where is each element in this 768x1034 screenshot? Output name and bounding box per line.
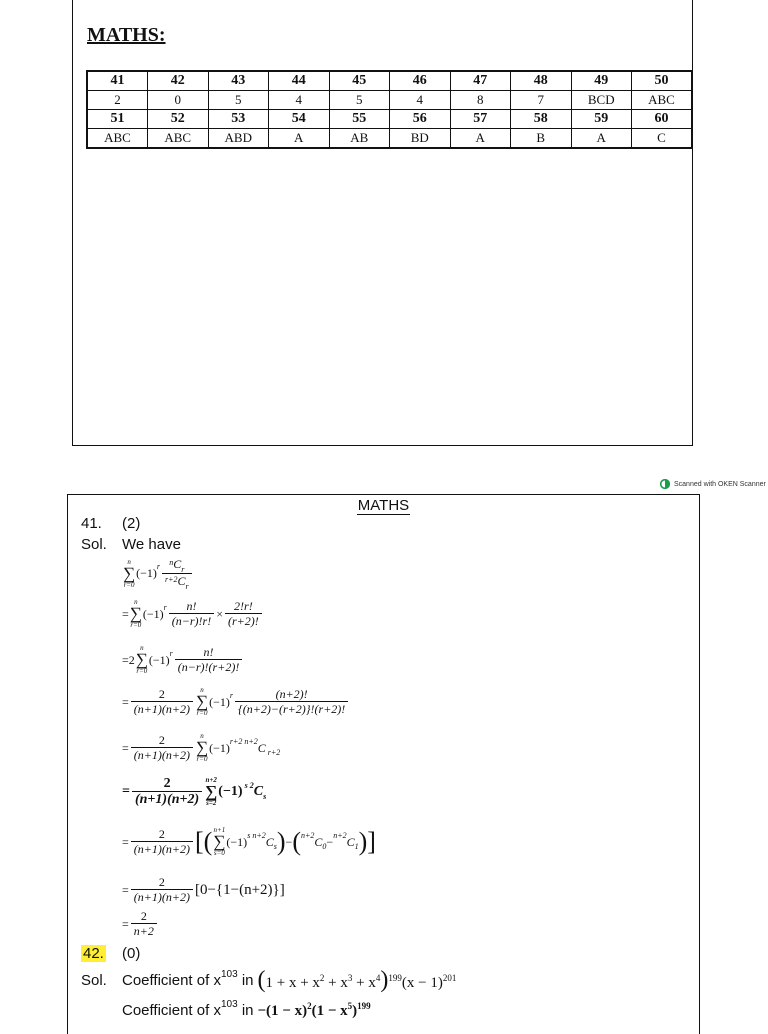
question-number-cell: 54 — [269, 110, 330, 129]
answer-key-page — [72, 0, 693, 446]
answer-cell: 0 — [148, 91, 209, 110]
q42-line1-expr: $(1 + x + x^2 + x^3 + x^4)^{199}(x - 1)^{201}$ — [257, 967, 457, 993]
answer-cell: AB — [329, 129, 390, 149]
q41-answer: (2) — [122, 515, 141, 532]
q42-line1-in: in — [241, 972, 254, 989]
question-number-cell: 43 — [208, 71, 269, 91]
q42-number-text: 42. — [83, 945, 104, 962]
answer-cell: ABC — [87, 129, 148, 149]
question-number-cell: 46 — [390, 71, 451, 91]
answer-cell: ABC — [632, 91, 693, 110]
question-number-cell: 47 — [450, 71, 511, 91]
q41-step-6: = $\frac{2}{(n+1)(n+2)}$ n+2 ∑ s=2 (−1) s 2 C s — [122, 776, 267, 807]
question-number-row — [87, 71, 692, 91]
question-number-cell: 58 — [511, 110, 572, 129]
question-number-cell: 56 — [390, 110, 451, 129]
question-number-cell: 49 — [571, 71, 632, 91]
question-number-row — [87, 110, 692, 129]
answer-cell: ABD — [208, 129, 269, 149]
q42-line2-in: in — [241, 1002, 254, 1019]
q41-step-1: n ∑ r=0 (−1) r $\frac{^nC_r}{^{r+2}C_r}$ — [122, 557, 194, 590]
answer-cell: A — [571, 129, 632, 149]
q42-answer: (0) — [122, 945, 141, 962]
answer-cell: 5 — [208, 91, 269, 110]
q41-number: 41. — [81, 515, 102, 532]
answer-cell: 8 — [450, 91, 511, 110]
question-number-cell: 59 — [571, 110, 632, 129]
question-number-cell: 45 — [329, 71, 390, 91]
q41-step-9: = $\frac{2}{n+2}$ — [122, 909, 159, 939]
q42-number — [81, 945, 106, 962]
q41-step-2: = n ∑ r=0 (−1) r $\frac{n!}{(n-r)!r!}$ × $\frac{2!r!}{(r+2)!}$ — [122, 599, 264, 629]
answer-cell: 2 — [87, 91, 148, 110]
answer-cell: BD — [390, 129, 451, 149]
q42-sol-label: Sol. — [81, 972, 107, 989]
answer-cell: A — [450, 129, 511, 149]
q41-sol-label: Sol. — [81, 536, 107, 553]
answer-cell: ABC — [148, 129, 209, 149]
q42-line1-text: Coefficient of x — [122, 972, 221, 989]
answer-cell: 5 — [329, 91, 390, 110]
q41-step-4: = $\frac{2}{(n+1)(n+2)}$ n ∑ r=0 (−1) r $\frac{(n+2)!}{\{(n+2)-(r+2)\}!(r+2)!}$ — [122, 687, 350, 717]
question-number-cell: 55 — [329, 110, 390, 129]
q42-sol-line-2 — [122, 1001, 371, 1020]
answer-row — [87, 129, 692, 149]
q42-sol-line-1 — [122, 967, 456, 994]
answer-cell: 4 — [390, 91, 451, 110]
q41-step-7: = $\frac{2}{(n+1)(n+2)}$ [( n+1 ∑ s=0 (−1) s n+2 C s ) − ( n+2 C 0 − n+2 C 1 )] — [122, 826, 376, 857]
scanner-watermark — [660, 478, 766, 490]
q41-step-3: =2 n ∑ r=0 (−1) r $\frac{n!}{(n-r)!(r+2)!}$ — [122, 645, 244, 675]
scanner-label: Scanned with OKEN Scanner — [674, 480, 766, 488]
question-number-cell: 44 — [269, 71, 330, 91]
question-number-cell: 53 — [208, 110, 269, 129]
answer-cell: BCD — [571, 91, 632, 110]
question-number-cell: 50 — [632, 71, 693, 91]
solutions-heading-text: MATHS — [357, 497, 410, 514]
question-number-cell: 41 — [87, 71, 148, 91]
answer-key-heading: MATHS: — [87, 24, 166, 46]
q41-step-8: = $\frac{2}{(n+1)(n+2)}$ [0−{1−(n+2)}] — [122, 875, 285, 904]
q42-line2-text: Coefficient of x — [122, 1002, 221, 1019]
question-number-cell: 60 — [632, 110, 693, 129]
solutions-heading — [68, 497, 699, 514]
q41-step-5: = $\frac{2}{(n+1)(n+2)}$ n ∑ r=0 (−1) r+2 n+2 C r+2 — [122, 732, 281, 763]
answer-row — [87, 91, 692, 110]
question-number-cell: 42 — [148, 71, 209, 91]
answer-cell: A — [269, 129, 330, 149]
question-number-cell: 52 — [148, 110, 209, 129]
scanner-logo-icon — [660, 479, 670, 489]
question-number-cell: 57 — [450, 110, 511, 129]
solutions-page — [67, 494, 700, 1034]
answer-cell: 4 — [269, 91, 330, 110]
question-number-cell: 51 — [87, 110, 148, 129]
question-number-cell: 48 — [511, 71, 572, 91]
answer-key-table — [86, 70, 693, 149]
answer-cell: C — [632, 129, 693, 149]
answer-cell: B — [511, 129, 572, 149]
q41-sol-text: We have — [122, 536, 181, 553]
answer-cell: 7 — [511, 91, 572, 110]
q42-line2-expr: $-(1 - x)^2(1 - x^5)^{199}$ — [257, 1001, 371, 1019]
q42-line1-exp: 103 — [220, 969, 238, 980]
q42-line2-exp: 103 — [220, 999, 238, 1010]
